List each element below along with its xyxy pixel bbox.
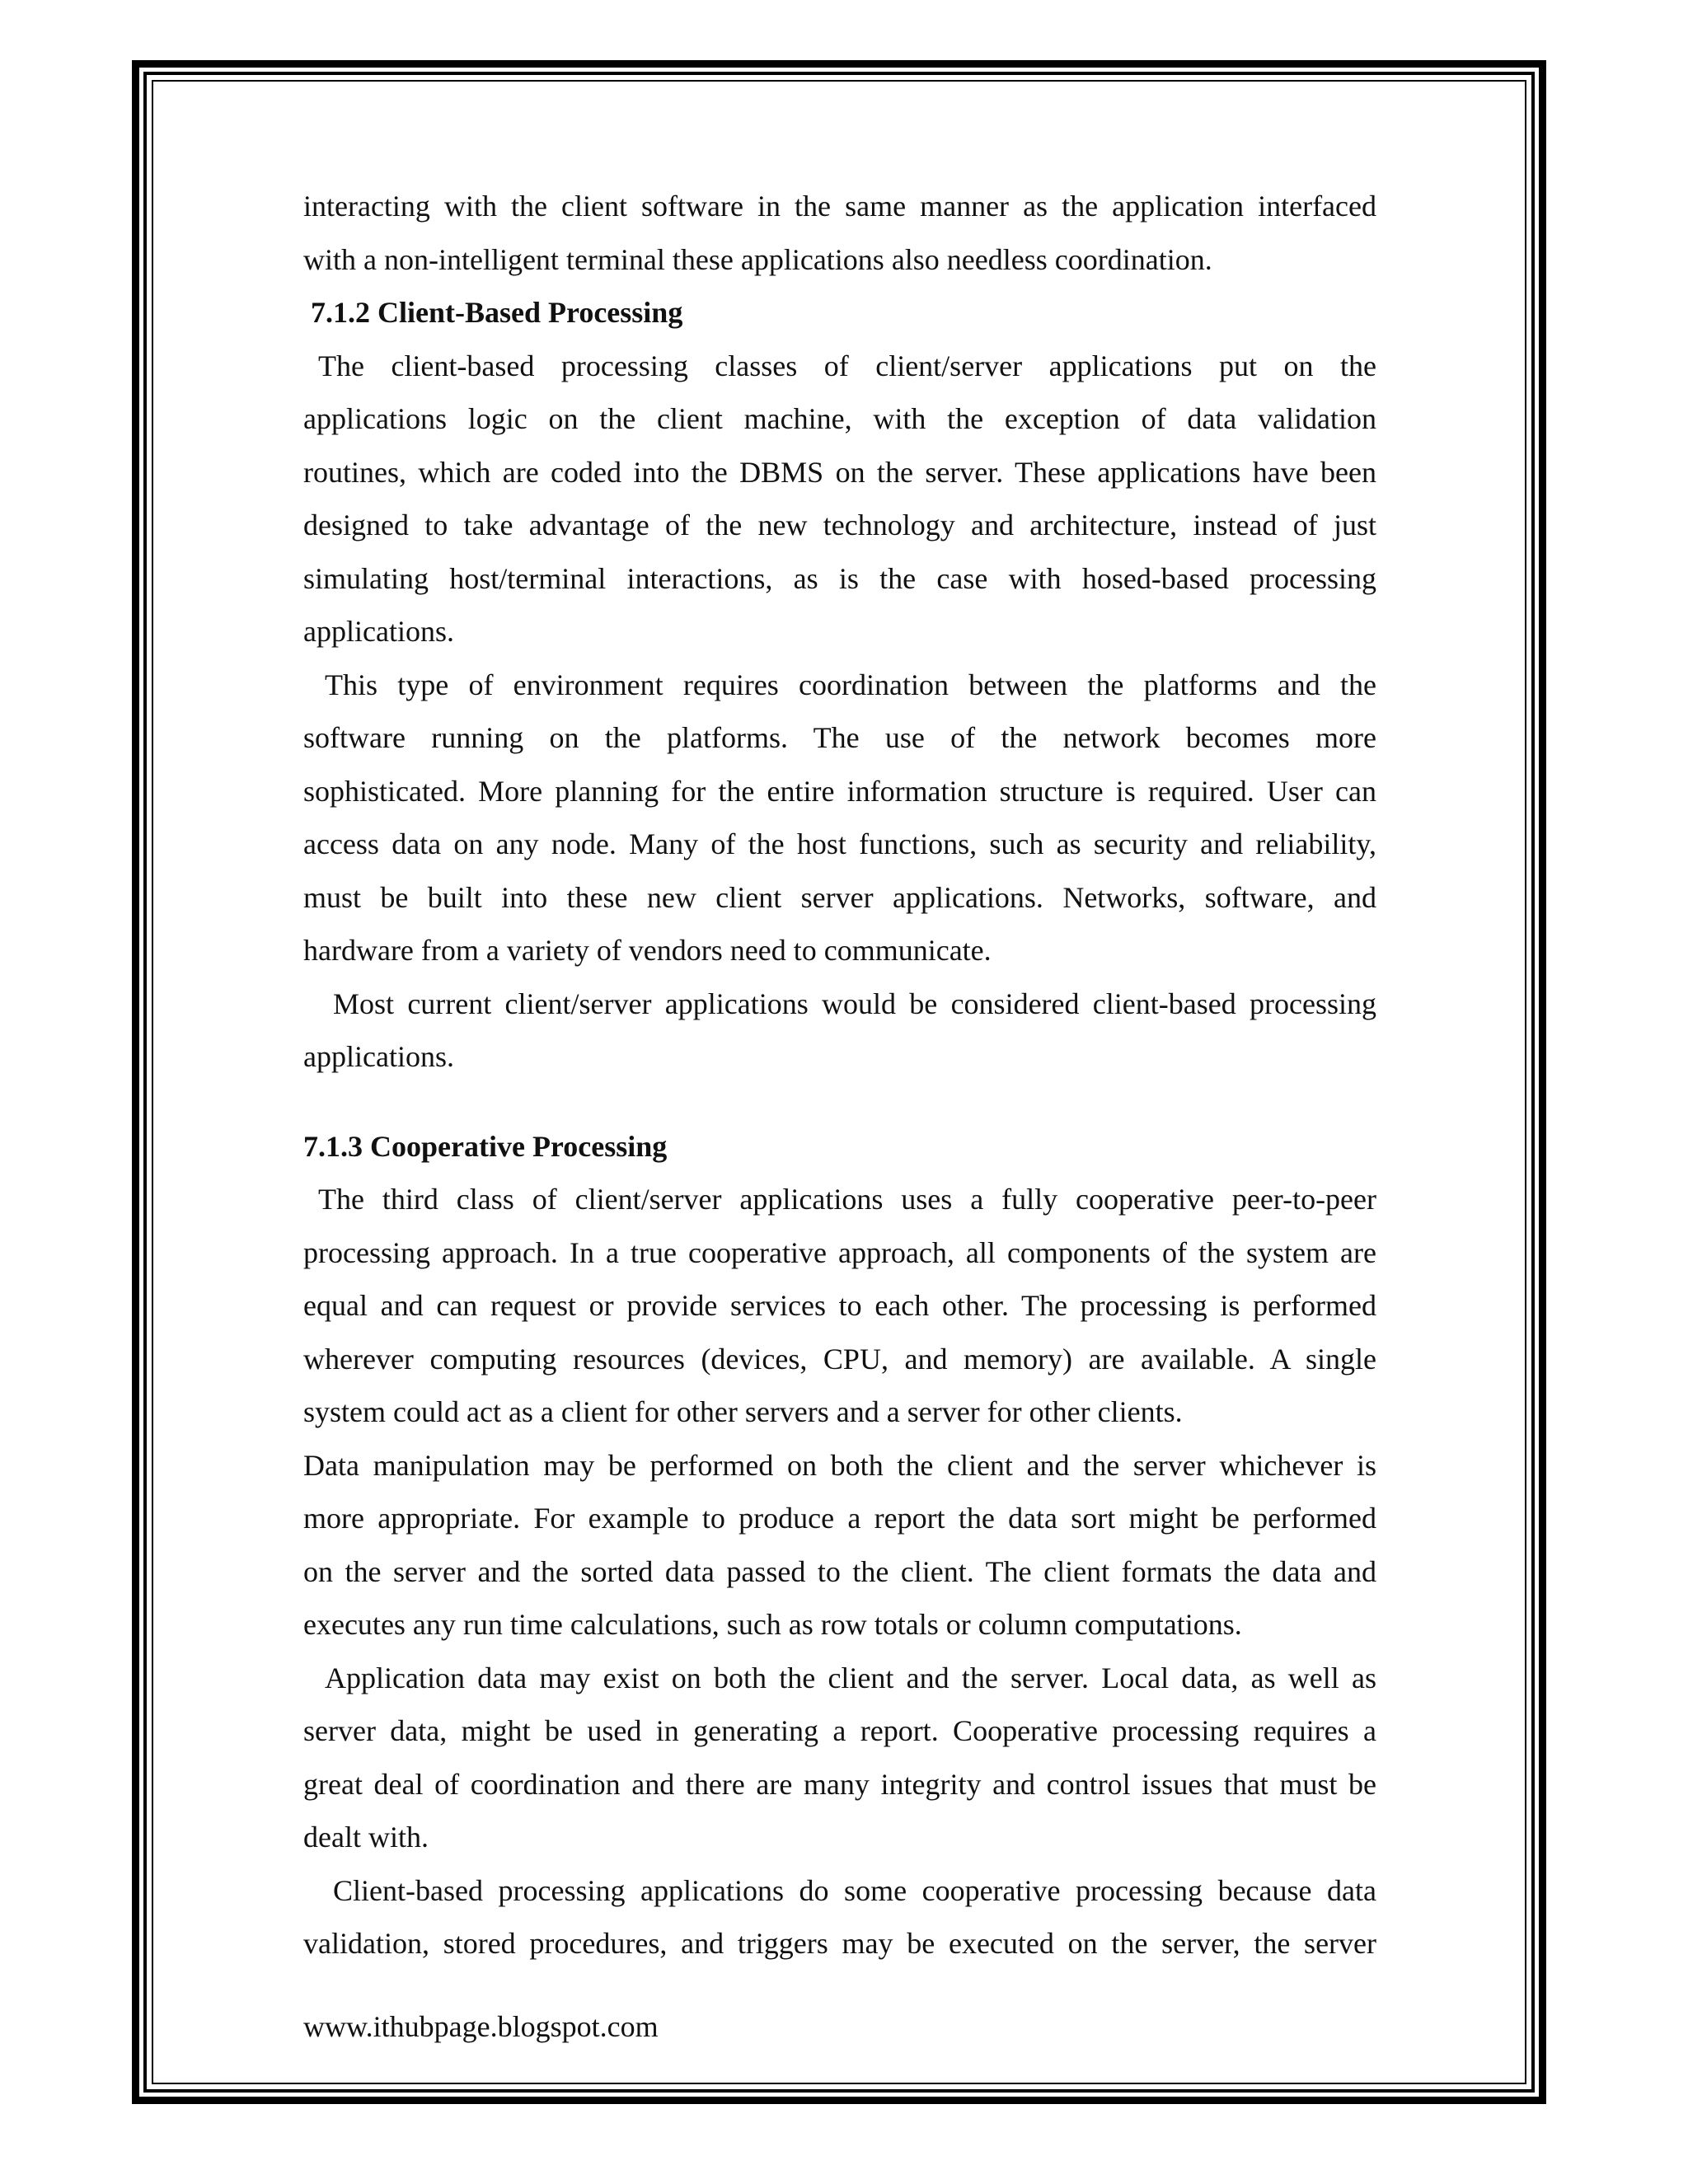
text-line: executes any run time calculations, such as row totals or column computations. bbox=[303, 1608, 1242, 1641]
text-line: more appropriate. For example to produce a report the data sort might be performed bbox=[303, 1502, 1376, 1535]
text-line: applications. bbox=[303, 615, 454, 648]
footer-url: www.ithubpage.blogspot.com bbox=[303, 2010, 659, 2043]
text-line: server data, might be used in generating a report. Cooperative processing requires a bbox=[303, 1714, 1376, 1747]
text-line: equal and can request or provide services to each other. The processing is performed bbox=[303, 1289, 1376, 1322]
text-line: applications. bbox=[303, 1040, 454, 1073]
text-line: designed to take advantage of the new technology and architecture, instead of just bbox=[303, 509, 1376, 541]
paragraph-client-based-intro bbox=[303, 340, 1376, 658]
section-heading-7-1-3: 7.1.3 Cooperative Processing bbox=[303, 1129, 668, 1163]
text-line: Most current client/server applications would be considered client-based processing bbox=[333, 987, 1376, 1020]
text-line: sophisticated. More planning for the entire information structure is required. User can bbox=[303, 774, 1376, 808]
text-line: wherever computing resources (devices, CPU, and memory) are available. A single bbox=[303, 1342, 1376, 1376]
paragraph-client-based-current bbox=[303, 977, 1376, 1084]
text-line: hardware from a variety of vendors need to communicate. bbox=[303, 934, 992, 967]
paragraph-cooperative-client-based bbox=[303, 1864, 1376, 1971]
text-line: Client-based processing applications do some cooperative processing because data bbox=[333, 1873, 1376, 1907]
paragraph-cooperative-data-manipulation bbox=[303, 1439, 1376, 1652]
text-line: must be built into these new client server applications. Networks, software, and bbox=[303, 880, 1376, 914]
text-line: software running on the platforms. The use of the network becomes more bbox=[303, 721, 1376, 754]
text-line: processing approach. In a true cooperative approach, all components of the system are bbox=[303, 1235, 1376, 1269]
text-line: Application data may exist on both the client and the server. Local data, as well as bbox=[325, 1661, 1376, 1694]
text-line: The third class of client/server applications uses a fully cooperative peer-to-peer bbox=[318, 1183, 1376, 1216]
text-line: This type of environment requires coordination between the platforms and the bbox=[325, 668, 1376, 701]
text-line: routines, which are coded into the DBMS on the server. These applications have been bbox=[303, 455, 1376, 489]
text-line: interacting with the client software in the same manner as the application interfaced bbox=[303, 190, 1376, 223]
paragraph-cooperative-application-data bbox=[303, 1652, 1376, 1864]
text-line: access data on any node. Many of the host functions, such as security and reliability, bbox=[303, 827, 1376, 860]
section-spacer bbox=[303, 1084, 1376, 1120]
text-line: Data manipulation may be performed on both the client and the server whichever is bbox=[303, 1448, 1376, 1482]
text-line: applications logic on the client machine, with the exception of data validation bbox=[303, 402, 1376, 435]
paragraph-client-based-environment bbox=[303, 658, 1376, 977]
text-line: simulating host/terminal interactions, as is the case with hosed-based processing bbox=[303, 561, 1376, 595]
page-body bbox=[303, 180, 1376, 1971]
text-line: The client-based processing classes of client/server applications put on the bbox=[318, 349, 1376, 382]
text-line: with a non-intelligent terminal these applications also needless coordination. bbox=[303, 242, 1212, 276]
section-heading-7-1-2: 7.1.2 Client-Based Processing bbox=[311, 296, 683, 329]
text-line: system could act as a client for other servers and a server for other clients. bbox=[303, 1395, 1183, 1428]
text-line: great deal of coordination and there are many integrity and control issues that must be bbox=[303, 1767, 1376, 1801]
text-line: on the server and the sorted data passed to the client. The client formats the data and bbox=[303, 1554, 1376, 1588]
paragraph-cooperative-intro bbox=[303, 1173, 1376, 1439]
text-line: dealt with. bbox=[303, 1821, 429, 1854]
text-line: validation, stored procedures, and triggers may be executed on the server, the server bbox=[303, 1927, 1376, 1960]
